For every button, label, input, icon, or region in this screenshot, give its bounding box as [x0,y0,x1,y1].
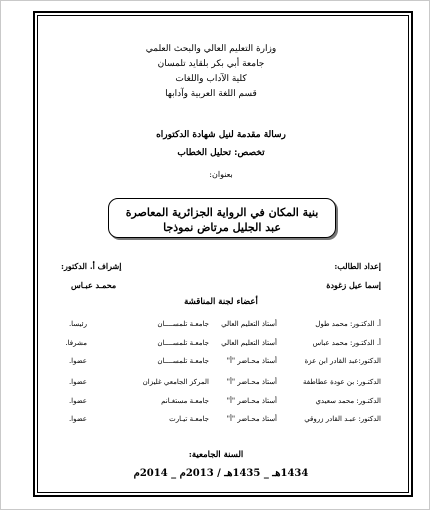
member-institution: جامعـة تلمســــان [157,320,209,328]
member-rank: أستاذ محـاضر "أ" [226,357,277,365]
ministry-line: وزارة التعليم العالي والبحث العلمي [145,44,277,54]
member-name: أ. الدكتـور: محمد طول [315,320,381,328]
member-role: مشرفا. [65,339,87,347]
thesis-title-box [108,198,336,238]
committee-row [57,378,387,389]
committee-row [57,357,387,368]
committee-heading: أعضاء لجنة المناقشة [184,297,258,307]
member-rank: أستاذ محـاضر "أ" [226,378,277,386]
member-rank: أستاذ التعليم العالي [221,339,277,347]
committee-row [57,339,387,350]
title-intro: بعنوان: [209,170,233,179]
member-rank: أستاذ محـاضر "أ" [226,415,277,423]
member-institution: جامعـة مستغـانم [161,397,209,405]
member-name: الدكتـور: بن عودة عطاطفة [302,378,381,386]
committee-row [57,415,387,426]
member-institution: المركز الجامعي غليزان [142,378,209,386]
member-role: عضوا. [68,397,87,405]
thesis-title-line1: بنية المكان في الرواية الجزائرية المعاصرة [125,206,319,219]
thesis-specialty: تخصص: تحليل الخطاب [177,148,265,158]
faculty-line: كلية الآداب واللغات [175,74,247,84]
member-role: عضوا. [68,378,87,386]
member-name: أ. الدكتـور: محمد عباس [312,339,381,347]
supervisor-name: محمـد عبـاس [71,280,117,290]
academic-years: 1434هـ _ 1435هـ / 2013م _ 2014م [133,468,309,479]
student-name: إسما عيل زغودة [326,280,381,290]
member-name: الدكتـور: محمد سعيدي [315,397,381,405]
member-role: عضوا. [68,415,87,423]
member-name: الدكتور: عبـد القادر زروقي [304,415,381,423]
academic-year-label: السنة الجامعية: [188,450,244,460]
member-institution: جامعـة تلمســــان [157,357,209,365]
committee-row [57,397,387,408]
university-line: جامعة أبي بكر بلقايد تلمسان [157,59,265,69]
supervisor-label: إشراف أ. الدكتور: [61,261,122,271]
thesis-title-line2: عبد الجليل مرتاض نموذجا [163,221,281,234]
member-name: الدكتور:عبد القادر ابن عزة [304,357,381,365]
member-rank: أستاذ التعليم العالي [221,320,277,328]
member-role: عضوا. [68,357,87,365]
member-role: رئيسا. [68,320,87,328]
student-label: إعداد الطالب: [334,261,381,271]
department-line: قسم اللغة العربية وآدابها [165,89,257,99]
committee-row [57,320,387,331]
member-rank: أستاذ محـاضر "أ" [226,397,277,405]
thesis-purpose: رسالة مقدمة لنيل شهادة الدكتوراه [156,130,286,140]
member-institution: جامعـة تلمســــان [157,339,209,347]
member-institution: جامعـة تيـارت [169,415,209,423]
